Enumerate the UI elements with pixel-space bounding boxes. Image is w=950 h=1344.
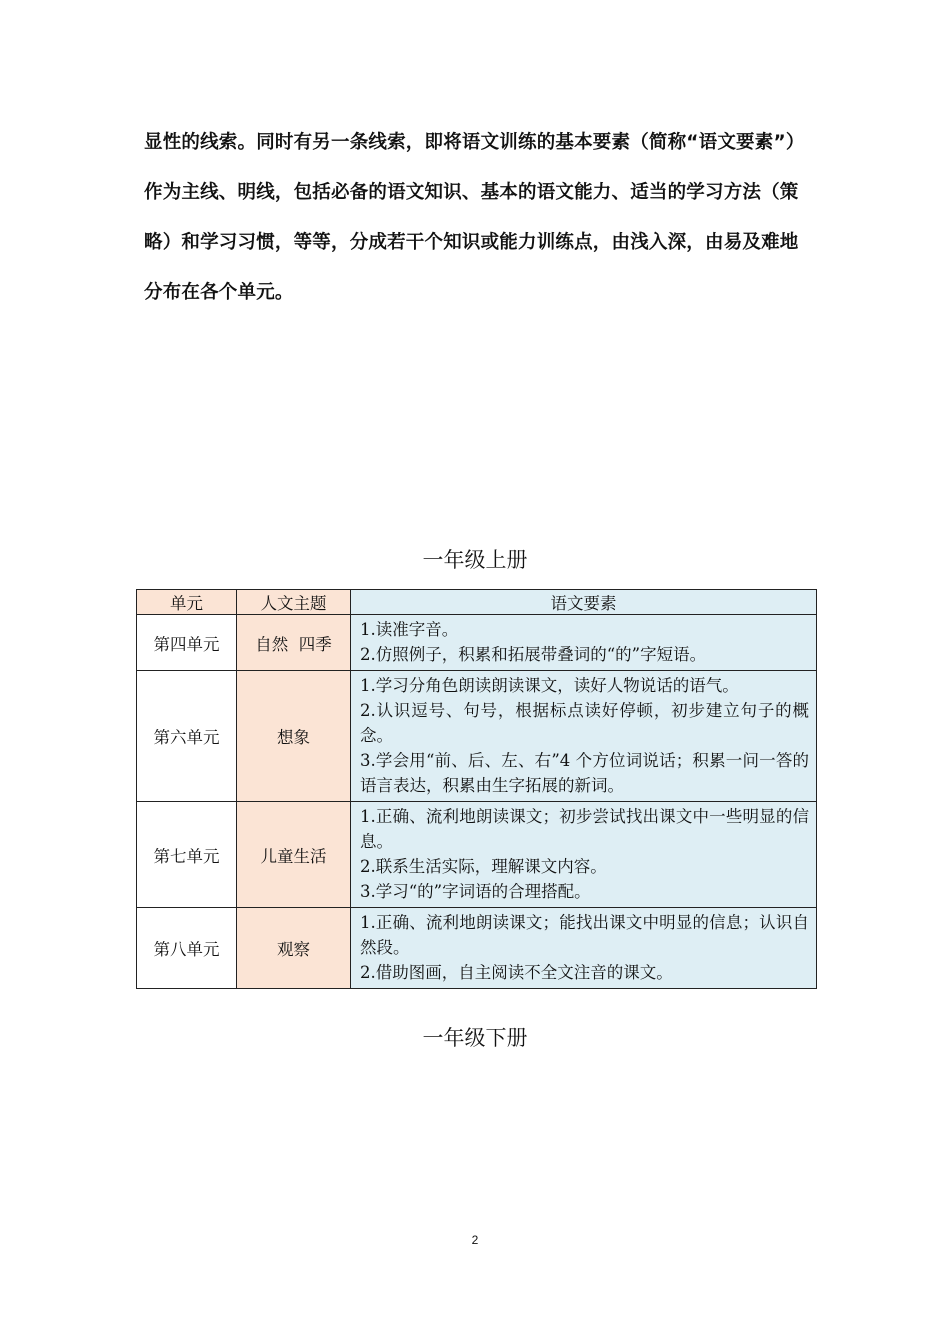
theme-cell: 自然 四季 bbox=[237, 615, 351, 671]
requirement-item: 1.读准字音。 bbox=[360, 620, 459, 639]
units-table bbox=[136, 589, 817, 989]
theme-cell: 观察 bbox=[237, 908, 351, 989]
requirement-item: 2.仿照例子，积累和拓展带叠词的“的”字短语。 bbox=[360, 645, 707, 664]
table-row bbox=[137, 908, 817, 989]
requirements-cell bbox=[351, 908, 817, 989]
requirements-cell bbox=[351, 615, 817, 671]
theme-cell: 儿童生活 bbox=[237, 802, 351, 908]
unit-cell: 第四单元 bbox=[137, 615, 237, 671]
page-number: 2 bbox=[471, 1233, 479, 1247]
header-unit: 单元 bbox=[137, 590, 237, 615]
intro-paragraph: 显性的线索。同时有另一条线索，即将语文训练的基本要素（简称“语文要素”）作为主线、明线，包括必备的语文知识、基本的语文能力、适当的学习方法（策略）和学习习惯，等等，分成若干个知识或能力训练点，由浅入深，由易及难地分布在各个单元。 bbox=[144, 132, 805, 303]
requirements-cell bbox=[351, 802, 817, 908]
header-theme: 人文主题 bbox=[237, 590, 351, 615]
requirement-item: 1.学习分角色朗读朗读课文，读好人物说话的语气。 bbox=[360, 676, 739, 695]
requirement-item: 3.学会用“前、后、左、右”4 个方位词说话；积累一问一答的语言表达，积累由生字拓展的新词。 bbox=[360, 751, 809, 795]
requirement-item: 1.正确、流利地朗读课文；能找出课文中明显的信息；认识自然段。 bbox=[360, 913, 809, 957]
table-row bbox=[137, 802, 817, 908]
requirement-item: 2.联系生活实际，理解课文内容。 bbox=[360, 857, 607, 876]
table-header-row bbox=[137, 590, 817, 615]
requirement-item: 3.学习“的”字词语的合理搭配。 bbox=[360, 882, 591, 901]
table-row bbox=[137, 671, 817, 802]
unit-cell: 第八单元 bbox=[137, 908, 237, 989]
header-requirements: 语文要素 bbox=[351, 590, 817, 615]
requirement-item: 2.借助图画，自主阅读不全文注音的课文。 bbox=[360, 963, 673, 982]
section-title-grade1-vol1: 一年级上册 bbox=[422, 548, 528, 572]
unit-cell: 第六单元 bbox=[137, 671, 237, 802]
section-title-grade1-vol2: 一年级下册 bbox=[422, 1026, 528, 1050]
requirements-cell bbox=[351, 671, 817, 802]
requirement-item: 1.正确、流利地朗读课文；初步尝试找出课文中一些明显的信息。 bbox=[360, 807, 809, 851]
requirement-item: 2.认识逗号、句号，根据标点读好停顿，初步建立句子的概念。 bbox=[360, 701, 809, 745]
unit-cell: 第七单元 bbox=[137, 802, 237, 908]
theme-cell: 想象 bbox=[237, 671, 351, 802]
table-row bbox=[137, 615, 817, 671]
